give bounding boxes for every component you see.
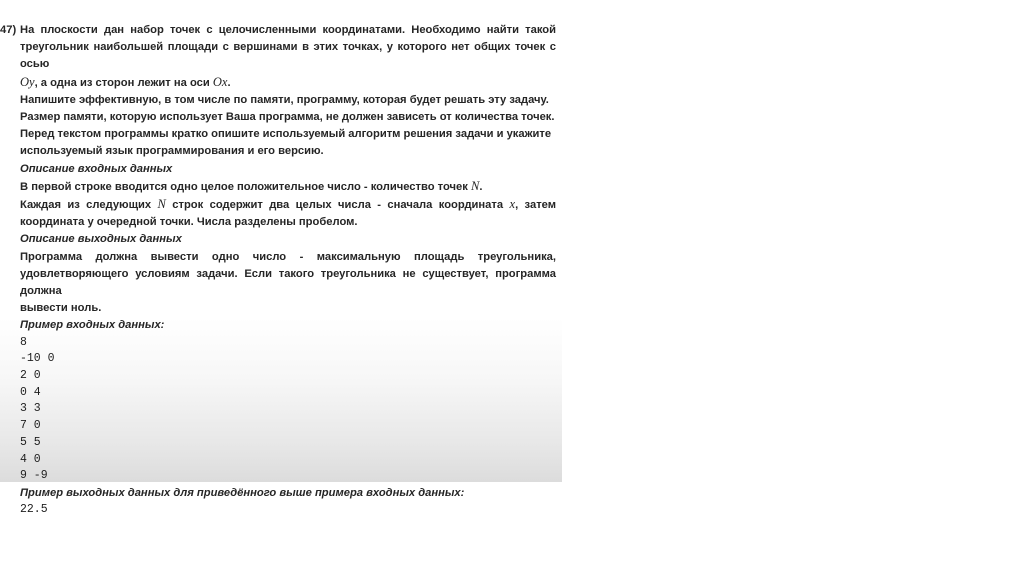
example-input-line: 7 0 [20, 419, 41, 433]
task-line-1: 47) На плоскости дан набор точек с целочисленными координатами. Необходимо найти такой [0, 22, 556, 39]
task-line-4: Напишите эффективную, в том числе по памяти, программу, которая будет решать эту задачу. [20, 93, 549, 106]
example-input-line: 3 3 [20, 402, 41, 416]
task-line-3: Oy, а одна из сторон лежит на оси Ox. [20, 74, 231, 89]
example-input-line: 5 5 [20, 435, 41, 449]
task-line-5: Размер памяти, которую использует Ваша программа, не должен зависеть от количества точек. [20, 111, 555, 124]
example-input-line: 4 0 [20, 452, 41, 466]
input-line-3: координата y очередной точки. Числа разделены пробелом. [20, 216, 358, 229]
example-output-heading: Пример выходных данных для приведённого выше примера входных данных: [20, 486, 465, 499]
output-description-heading: Описание выходных данных [20, 233, 182, 246]
task-line-2: треугольник наибольшей площади с вершинами в этих точках, у которого нет общих точек с осью [20, 41, 556, 71]
example-input-block [0, 335, 556, 485]
task-text [0, 22, 556, 519]
input-line-1: В первой строке вводится одно целое положительное число - количество точек N. [20, 178, 483, 193]
example-input-line: 2 0 [20, 369, 41, 383]
output-line-3: вывести ноль. [20, 302, 102, 315]
scanned-task-image [0, 18, 562, 517]
output-line-1: Программа должна вывести одно число - максимальную площадь треугольника, [20, 250, 556, 263]
example-output-value: 22.5 [20, 503, 48, 517]
example-input-line: 8 [20, 335, 27, 349]
example-input-line: 9 -9 [20, 469, 48, 483]
example-input-line: 0 4 [20, 385, 41, 399]
example-input-line: -10 0 [20, 352, 55, 366]
input-line-2: Каждая из следующих N строк содержит два целых числа - сначала координата x, затем [20, 197, 557, 212]
example-input-heading: Пример входных данных: [20, 319, 165, 332]
task-number: 47) [0, 24, 17, 36]
input-description-heading: Описание входных данных [20, 162, 173, 175]
output-line-2: удовлетворяющего условиям задачи. Если такого треугольника не существует, программа должна [20, 267, 556, 298]
task-line-6: Перед текстом программы кратко опишите используемый алгоритм решения задачи и укажите [20, 128, 552, 141]
task-line-7: используемый язык программирования и его версию. [20, 145, 324, 158]
